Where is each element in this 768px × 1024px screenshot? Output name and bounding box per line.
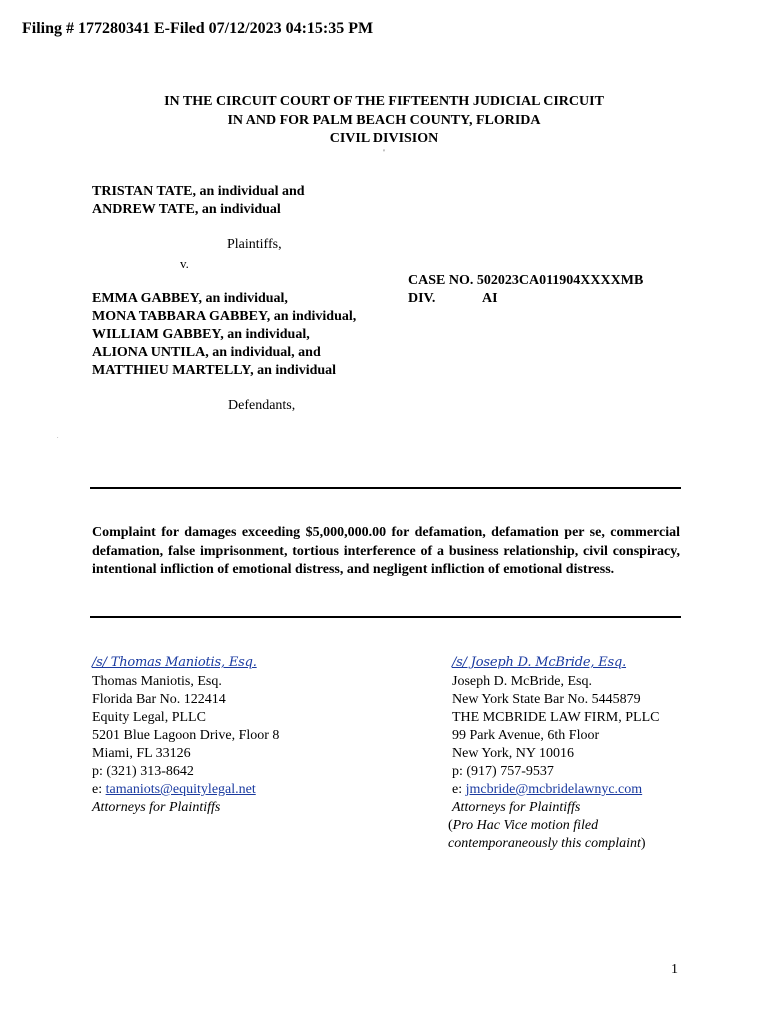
note-open-paren: ( xyxy=(448,818,453,833)
bar-number: New York State Bar No. 5445879 xyxy=(452,692,641,707)
note-line-2: contemporaneously this complaint xyxy=(448,836,641,851)
defendant-name: ALIONA UNTILA, an individual, and xyxy=(92,345,321,360)
note-close-paren: ) xyxy=(640,836,646,851)
divider-top xyxy=(90,487,681,489)
address-line-1: 5201 Blue Lagoon Drive, Floor 8 xyxy=(92,728,280,743)
complaint-title: Complaint for damages exceeding $5,000,000.00 for defamation, defamation per se, commercial defamation, false imprisonment, tortious interference of a business relationship, civil conspiracy, intentional infliction of emotional distress, and negligent infliction of emotional distress. xyxy=(92,525,680,577)
defendant-name: EMMA GABBEY, an individual, xyxy=(92,291,288,306)
case-number: CASE NO. 502023CA011904XXXXMB xyxy=(408,273,644,288)
signature-left: /s/ Thomas Maniotis, Esq. xyxy=(92,655,257,670)
division-label: DIV. xyxy=(408,291,436,306)
defendants-block xyxy=(92,290,356,380)
attorney-role: Attorneys for Plaintiffs xyxy=(452,800,581,815)
address-line-1: 99 Park Avenue, 6th Floor xyxy=(452,728,600,743)
court-caption xyxy=(0,93,768,157)
attorney-name: Thomas Maniotis, Esq. xyxy=(92,674,222,689)
email-prefix: e: xyxy=(92,782,106,797)
pro-hac-vice-note xyxy=(448,817,659,835)
attorney-role: Attorneys for Plaintiffs xyxy=(92,800,221,815)
pro-hac-vice-note-2 xyxy=(448,835,659,853)
note-line-1: Pro Hac Vice motion filed xyxy=(452,818,599,833)
attorney-name: Joseph D. McBride, Esq. xyxy=(452,674,592,689)
division-row xyxy=(408,290,643,308)
email-link[interactable]: tamaniots@equitylegal.net xyxy=(105,782,256,797)
court-line-1: IN THE CIRCUIT COURT OF THE FIFTEENTH JUDICIAL CIRCUIT xyxy=(164,94,604,109)
bar-number: Florida Bar No. 122414 xyxy=(92,692,226,707)
plaintiff-name: ANDREW TATE, an individual xyxy=(92,202,281,217)
attorney-block-right xyxy=(448,653,660,853)
defendants-role: Defendants, xyxy=(228,398,296,413)
court-line-3: CIVIL DIVISION xyxy=(329,131,439,146)
case-number-block xyxy=(408,272,643,308)
phone: p: (917) 757-9537 xyxy=(452,764,554,779)
email-row xyxy=(92,781,279,799)
attorney-block-left xyxy=(92,653,279,817)
defendant-name: WILLIAM GABBEY, an individual, xyxy=(92,327,310,342)
signature-right: /s/ Joseph D. McBride, Esq. xyxy=(452,655,627,670)
firm-name: Equity Legal, PLLC xyxy=(92,710,206,725)
page-number: 1 xyxy=(671,962,678,977)
address-line-2: Miami, FL 33126 xyxy=(92,746,191,761)
divider-bottom xyxy=(90,616,681,618)
division-value: AI xyxy=(482,291,498,306)
email-prefix: e: xyxy=(452,782,466,797)
plaintiffs-block xyxy=(92,183,305,219)
email-row xyxy=(452,781,659,799)
caption-tick-mark: ' xyxy=(382,147,386,157)
email-link[interactable]: jmcbride@mcbridelawnyc.com xyxy=(465,782,643,797)
plaintiff-name: TRISTAN TATE, an individual and xyxy=(92,184,305,199)
phone: p: (321) 313-8642 xyxy=(92,764,194,779)
court-line-2: IN AND FOR PALM BEACH COUNTY, FLORIDA xyxy=(227,112,541,128)
address-line-2: New York, NY 10016 xyxy=(452,746,574,761)
plaintiffs-role: Plaintiffs, xyxy=(227,237,282,252)
stray-mark: . xyxy=(57,434,59,440)
defendant-name: MATTHIEU MARTELLY, an individual xyxy=(92,363,337,378)
filing-header: Filing # 177280341 E-Filed 07/12/2023 04:15:35 PM xyxy=(22,20,374,37)
versus: v. xyxy=(180,256,189,271)
defendant-name: MONA TABBARA GABBEY, an individual, xyxy=(92,309,357,324)
firm-name: THE MCBRIDE LAW FIRM, PLLC xyxy=(452,710,660,725)
